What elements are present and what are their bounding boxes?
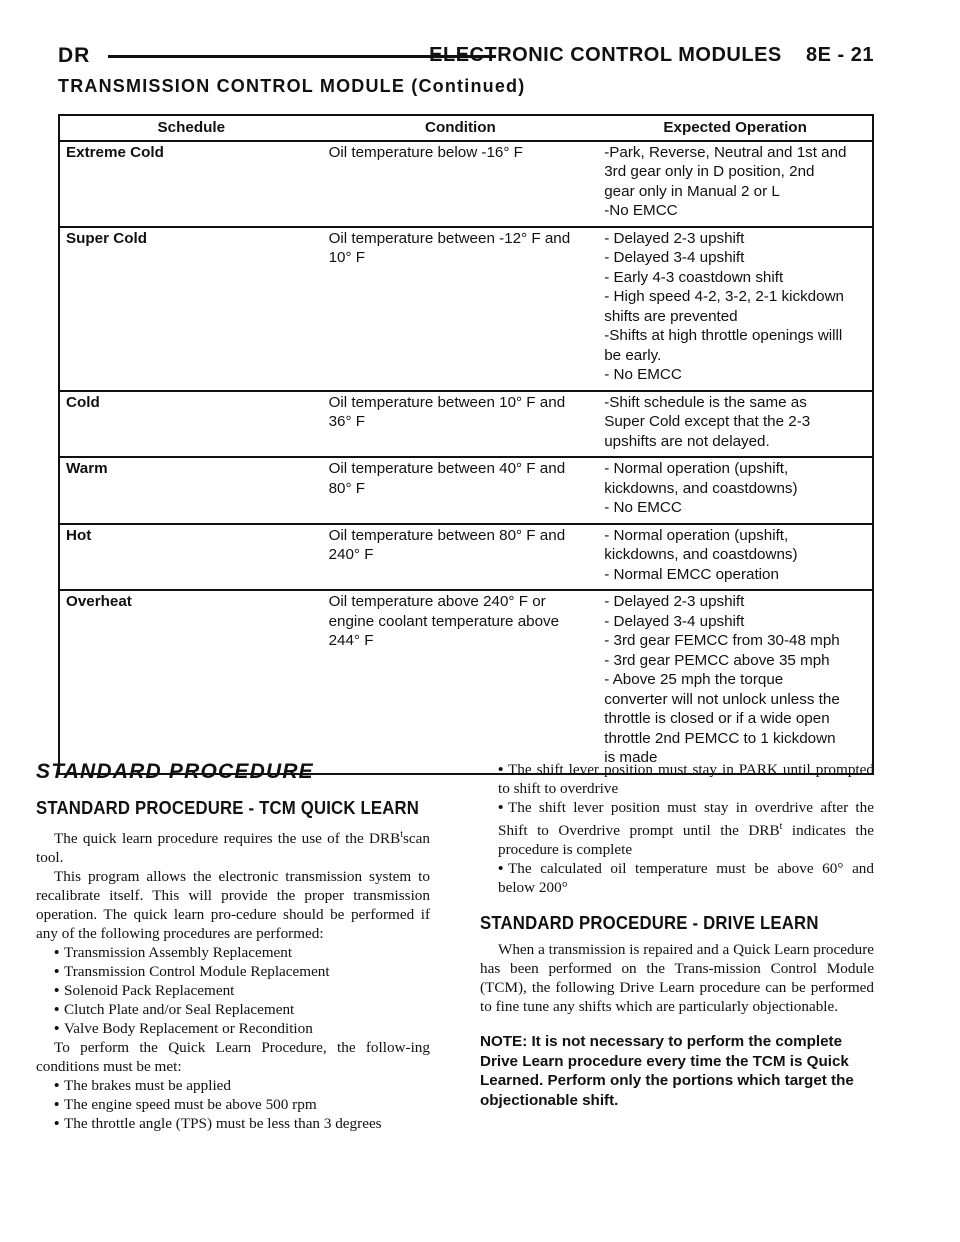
cell-operation — [598, 524, 873, 591]
note-text: NOTE: It is not necessary to perform the complete Drive Learn procedure every time the TCM is Quick Learned. Perform only the portions which target the objectionable shift. — [480, 1033, 854, 1109]
cell-line: 244° F — [328, 632, 374, 649]
list-item-text: indicates the procedure is complete — [498, 822, 874, 859]
list-item-text: The engine speed must be above 500 rpm — [64, 1096, 317, 1114]
table-header-row — [59, 115, 873, 141]
cell-line: - Delayed 2-3 upshift — [604, 229, 745, 247]
col-header-schedule: Schedule — [59, 115, 323, 141]
cell-line: - 3rd gear PEMCC above 35 mph — [604, 651, 830, 669]
bullet-icon: • — [54, 1001, 60, 1019]
cell-line: - Delayed 2-3 upshift — [604, 593, 745, 610]
cell-line: - Delayed 3-4 upshift — [604, 249, 745, 266]
trademark-mark: t — [400, 829, 403, 840]
bullet-icon: • — [54, 963, 60, 981]
continued-heading: TRANSMISSION CONTROL MODULE (Continued) — [58, 76, 526, 96]
col-header-operation: Expected Operation — [598, 115, 873, 141]
cell-line: - Normal EMCC operation — [604, 565, 779, 583]
list-item-text: Clutch Plate and/or Seal Replacement — [64, 1001, 295, 1019]
cell-line: Oil temperature between -12° F and — [328, 229, 571, 247]
cell-line: kickdowns, and coastdowns) — [604, 546, 798, 563]
list-item — [36, 962, 430, 981]
cell-line: throttle 2nd PEMCC to 1 kickdown — [604, 729, 836, 747]
bullet-icon: • — [54, 1096, 60, 1114]
cell-operation — [598, 141, 873, 227]
cell-condition — [323, 524, 599, 591]
cell-line: -Shifts at high throttle openings willl — [604, 327, 843, 344]
bullet-icon: • — [498, 761, 504, 778]
cell-line: Super Cold except that the 2-3 — [604, 413, 811, 430]
cell-line: - Normal operation (upshift, — [604, 460, 789, 477]
cell-schedule: Super Cold — [59, 227, 323, 391]
schedule-table — [58, 114, 874, 775]
header-title — [429, 44, 874, 67]
cell-line: - 3rd gear FEMCC from 30-48 mph — [604, 632, 840, 649]
table-row — [59, 524, 873, 591]
table-row — [59, 141, 873, 227]
section-title: STANDARD PROCEDURE — [36, 760, 314, 783]
bullet-icon: • — [54, 944, 60, 962]
cell-line: - No EMCC — [604, 366, 682, 383]
cell-line: be early. — [604, 346, 662, 364]
paragraph-quick-learn-intro — [36, 825, 430, 867]
list-item-text: Solenoid Pack Replacement — [64, 982, 235, 1000]
subsection-title-quick-learn: STANDARD PROCEDURE - TCM QUICK LEARN — [36, 798, 420, 818]
bullet-icon: • — [54, 1020, 60, 1038]
cell-operation — [598, 590, 873, 774]
paragraph-conditions: To perform the Quick Learn Procedure, the follow-ing conditions must be met: — [36, 1039, 430, 1076]
cell-line: - Above 25 mph the torque — [604, 671, 784, 688]
list-item-text: Transmission Assembly Replacement — [64, 944, 293, 962]
list-item — [480, 859, 874, 897]
table-row — [59, 457, 873, 524]
cell-operation — [598, 227, 873, 391]
cell-line: 36° F — [328, 413, 366, 430]
header-model-code: DR — [58, 44, 91, 67]
list-item-text: The shift lever position must stay in PARK until prompted to shift to overdrive — [498, 761, 874, 797]
page-header — [58, 44, 874, 72]
cell-schedule: Warm — [59, 457, 323, 524]
cell-line: throttle is closed or if a wide open — [604, 710, 830, 727]
cell-line: Oil temperature between 40° F and — [328, 460, 566, 477]
list-item — [36, 1095, 430, 1114]
cell-line: 240° F — [328, 546, 374, 563]
list-item — [36, 943, 430, 962]
procedure-list — [36, 943, 430, 1038]
cell-line: Oil temperature between 10° F and — [328, 393, 566, 411]
cell-line: 80° F — [328, 479, 366, 497]
cell-line: - Normal operation (upshift, — [604, 526, 789, 544]
list-item — [36, 1114, 430, 1133]
list-item — [480, 798, 874, 859]
cell-condition — [323, 141, 599, 227]
cell-line: - No EMCC — [604, 499, 682, 516]
right-column — [480, 760, 874, 1110]
list-item — [36, 981, 430, 1000]
table-row — [59, 391, 873, 458]
cell-line: upshifts are not delayed. — [604, 432, 770, 450]
cell-line: 10° F — [328, 249, 366, 266]
cell-line: Oil temperature below -16° F — [328, 143, 523, 161]
list-item-text: The brakes must be applied — [64, 1077, 232, 1095]
page-number: 8E - 21 — [806, 44, 874, 66]
cell-line: Oil temperature above 240° F or — [328, 593, 546, 610]
paragraph-drive-learn: When a transmission is repaired and a Quick Learn procedure has been performed on the Trans-mission Control Module (TCM), the following Drive Learn procedure can be performed to fine tune any shifts which are particularly objectionable. — [480, 941, 874, 1016]
cell-schedule: Extreme Cold — [66, 143, 164, 161]
cell-condition — [323, 227, 599, 391]
cell-line: gear only in Manual 2 or L — [604, 182, 780, 200]
cell-line: is made — [604, 749, 658, 766]
cell-condition — [323, 391, 599, 458]
cell-line: -Park, Reverse, Neutral and 1st and — [604, 143, 847, 161]
trademark-mark: t — [779, 821, 783, 832]
list-item-text: The throttle angle (TPS) must be less than 3 degrees — [64, 1115, 382, 1133]
list-item — [36, 1076, 430, 1095]
cell-operation — [598, 457, 873, 524]
cell-schedule: Cold — [59, 391, 323, 458]
bullet-icon: • — [54, 1077, 60, 1095]
text-fragment: The quick learn procedure requires the use of the DRB — [54, 830, 401, 848]
table-row — [59, 227, 873, 391]
cell-line: - High speed 4-2, 3-2, 2-1 kickdown — [604, 288, 844, 305]
bullet-icon: • — [498, 799, 504, 816]
paragraph-program: This program allows the electronic transmission system to recalibrate itself. This will provide the proper transmission operation. The quick learn pro-cedure should be performed if any of the following procedures are performed: — [36, 868, 430, 943]
bullet-icon: • — [498, 860, 504, 878]
cell-condition — [323, 457, 599, 524]
list-item — [36, 1019, 430, 1038]
cell-line: -No EMCC — [604, 202, 678, 219]
list-item — [36, 1000, 430, 1019]
header-section-title: ELECTRONIC CONTROL MODULES — [429, 44, 782, 66]
text-fragment: scan tool. — [36, 830, 430, 867]
subsection-title-drive-learn: STANDARD PROCEDURE - DRIVE LEARN — [480, 913, 819, 934]
list-item-text: The calculated oil temperature must be above 60° and below 200° — [498, 860, 874, 897]
conditions-list — [36, 1076, 430, 1133]
cell-schedule: Overheat — [59, 590, 323, 774]
table-row — [59, 590, 873, 774]
cell-line: - Delayed 3-4 upshift — [604, 612, 745, 630]
list-item — [480, 760, 874, 798]
cell-line: 3rd gear only in D position, 2nd — [604, 163, 815, 180]
cell-line: converter will not unlock unless the — [604, 690, 840, 708]
col-header-condition: Condition — [323, 115, 599, 141]
bullet-icon: • — [54, 982, 60, 1000]
bullet-icon: • — [54, 1115, 60, 1133]
list-item-text: Transmission Control Module Replacement — [64, 963, 330, 981]
cell-line: shifts are prevented — [604, 307, 738, 325]
cell-line: - Early 4-3 coastdown shift — [604, 268, 784, 286]
list-item-text: Valve Body Replacement or Recondition — [64, 1020, 313, 1038]
cell-condition — [323, 590, 599, 774]
cell-operation — [598, 391, 873, 458]
left-column — [36, 760, 430, 1133]
cell-line: -Shift schedule is the same as — [604, 393, 807, 411]
list-item-text: The shift lever position must stay in overdrive after the Shift to Overdrive prompt until the DRB — [498, 799, 874, 840]
cell-line: Oil temperature between 80° F and — [328, 526, 566, 544]
cell-schedule: Hot — [59, 524, 323, 591]
cell-line: kickdowns, and coastdowns) — [604, 479, 798, 497]
cell-line: engine coolant temperature above — [328, 612, 560, 630]
